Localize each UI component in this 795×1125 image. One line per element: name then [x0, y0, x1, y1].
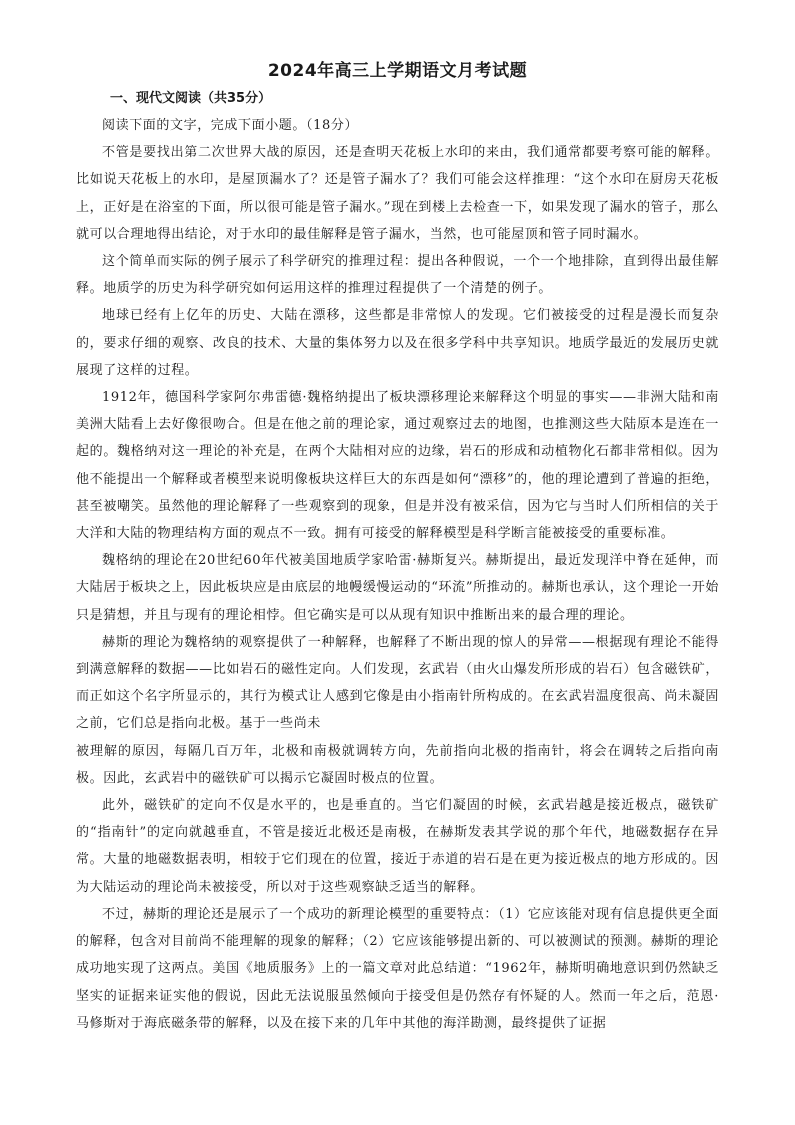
passage-paragraph-5: 魏格纳的理论在20世纪60年代被美国地质学家哈雷·赫斯复兴。赫斯提出，最近发现洋中脊在延伸，而大陆居于板块之上，因此板块应是由底层的地幔缓慢运动的“环流”所推动的。赫斯也承认，这个理论一开始只是猜想，并且与现有的理论相悖。但它确实是可以从现有知识中推断出来的最合理的理论。	[76, 553, 719, 623]
passage-paragraph-2: 这个简单而实际的例子展示了科学研究的推理过程：提出各种假说，一个一个地排除，直到得出最佳解释。地质学的历史为科学研究如何运用这样的推理过程提供了一个清楚的例子。	[76, 254, 719, 297]
passage-paragraph-3: 地球已经有上亿年的历史、大陆在漂移，这些都是非常惊人的发现。它们被接受的过程是漫长而复杂的，要求仔细的观察、改良的技术、大量的集体努力以及在很多学科中共享知识。地质学最近的发展历史就展现了这样的过程。	[76, 308, 719, 378]
section-heading: 一、现代文阅读（共35分）	[110, 91, 272, 106]
passage-paragraph-1: 不管是要找出第二次世界大战的原因，还是查明天花板上水印的来由，我们通常都要考察可能的解释。比如说天花板上的水印，是屋顶漏水了？还是管子漏水了？我们可能会这样推理：“这个水印在厨房天花板上，正好是在浴室的下面，所以很可能是管子漏水。”现在到楼上去检查一下，如果发现了漏水的管子，那么就可以合理地得出结论，对于水印的最佳解释是管子漏水，当然，也可能屋顶和管子同时漏水。	[76, 145, 719, 242]
instruction-text: 阅读下面的文字，完成下面小题。（18分）	[102, 118, 359, 133]
passage-paragraph-8: 不过，赫斯的理论还是展示了一个成功的新理论模型的重要特点：（1）它应该能对现有信息提供更全面的解释，包含对目前尚不能理解的现象的解释；（2）它应该能够提出新的、可以被测试的预测。赫斯的理论成功地实现了这两点。美国《地质服务》上的一篇文章对此总结道：“1962年，赫斯明确地意识到仍然缺乏坚实的证据来证实他的假说，因此无法说服虽然倾向于接受但是仍然存有怀疑的人。然而一年之后，范恩·马修斯对于海底磁条带的解释，以及在接下来的几年中其他的海洋勘测，最终提供了证据	[76, 906, 719, 1031]
passage-paragraph-4: 1912年，德国科学家阿尔弗雷德·魏格纳提出了板块漂移理论来解释这个明显的事实——非洲大陆和南美洲大陆看上去好像很吻合。但是在他之前的理论家，通过观察过去的地图，也推测这些大陆原本是连在一起的。魏格纳对这一理论的补充是，在两个大陆相对应的边缘，岩石的形成和动植物化石都非常相似。因为他不能提出一个解释或者模型来说明像板块这样巨大的东西是如何“漂移”的，他的理论遭到了普遍的拒绝，甚至被嘲笑。虽然他的理论解释了一些观察到的现象，但是并没有被采信，因为它与当时人们所相信的关于大洋和大陆的物理结构方面的观点不一致。拥有可接受的解释模型是科学断言能被接受的重要标准。	[76, 390, 719, 542]
passage-paragraph-6: 赫斯的理论为魏格纳的观察提供了一种解释，也解释了不断出现的惊人的异常——根据现有理论不能得到满意解释的数据——比如岩石的磁性定向。人们发现，玄武岩（由火山爆发所形成的岩石）包含磁铁矿，而正如这个名字所显示的，其行为模式让人感到它像是由小指南针所构成的。在玄武岩温度很高、尚未凝固之前，它们总是指向北极。基于一些尚未	[76, 634, 719, 732]
exam-title: 2024年高三上学期语文月考试题	[267, 61, 528, 81]
passage-paragraph-7: 此外，磁铁矿的定向不仅是水平的，也是垂直的。当它们凝固的时候，玄武岩越是接近极点，磁铁矿的“指南针”的定向就越垂直，不管是接近北极还是南极，在赫斯发表其学说的那个年代，地磁数据存在异常。大量的地磁数据表明，相较于它们现在的位置，接近于赤道的岩石是在更为接近极点的地方形成的。因为大陆运动的理论尚未被接受，所以对于这些观察缺乏适当的解释。	[76, 798, 719, 895]
passage-paragraph-6-continued: 被理解的原因，每隔几百万年，北极和南极就调转方向，先前指向北极的指南针，将会在调转之后指向南极。因此，玄武岩中的磁铁矿可以揭示它凝固时极点的位置。	[76, 743, 719, 786]
